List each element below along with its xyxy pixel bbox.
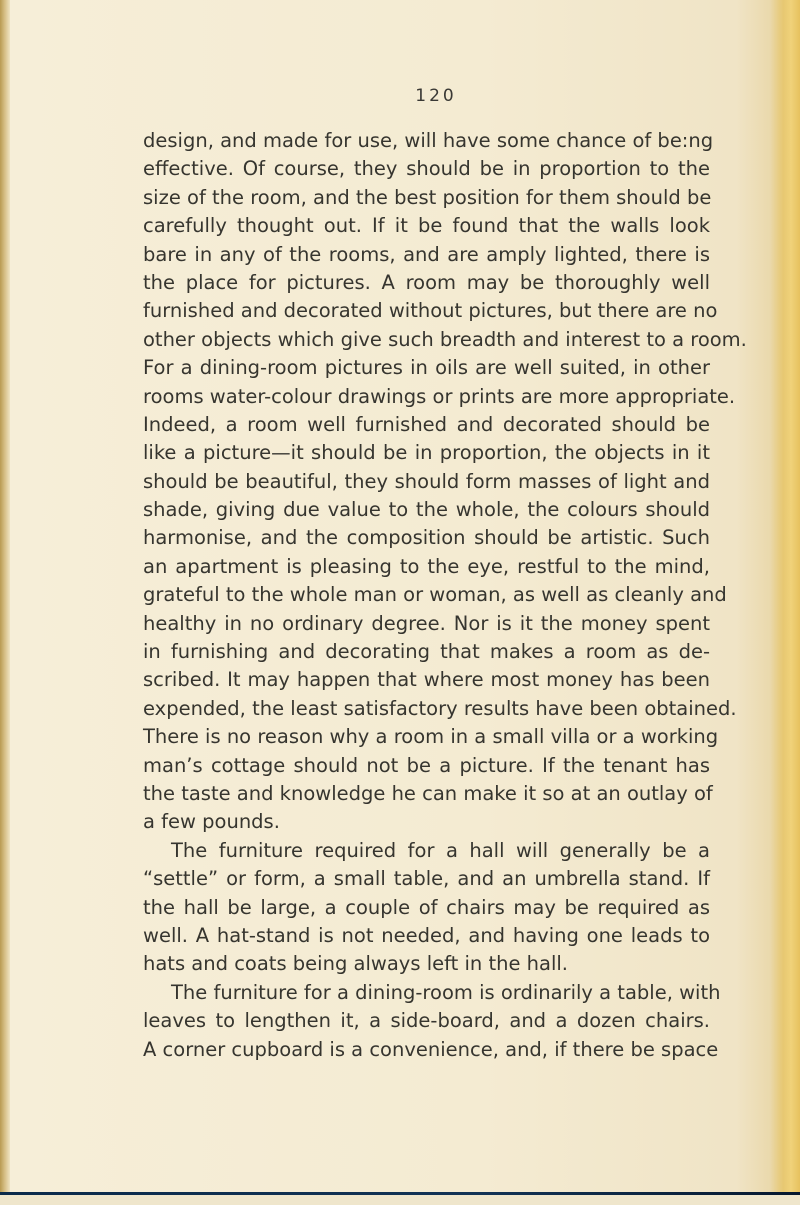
text-line: size of the room, and the best position for them should be (143, 185, 712, 209)
text-line: carefully thought out. If it be found that the walls look (143, 214, 710, 238)
text-line: leaves to lengthen it, a side-board, and a dozen chairs. (143, 1009, 710, 1033)
text-line: the taste and knowledge he can make it so at an outlay of (143, 781, 713, 805)
page-number: 120 (415, 86, 457, 106)
text-line: expended, the least satisfactory results have been obtained. (143, 696, 737, 720)
text-line: For a dining-room pictures in oils are well suited, in other (143, 356, 710, 380)
text-line: shade, giving due value to the whole, the colours should (143, 498, 710, 522)
text-line-indented: The furniture for a dining-room is ordinarily a table, with (171, 980, 721, 1004)
text-line: the hall be large, a couple of chairs may be required as (143, 895, 710, 919)
text-line: the place for pictures. A room may be thoroughly well (143, 270, 710, 294)
text-line: like a picture—it should be in proportion, the objects in it (143, 441, 710, 465)
text-line: other objects which give such breadth and interest to a room. (143, 327, 747, 351)
text-line: grateful to the whole man or woman, as well as cleanly and (143, 583, 727, 607)
text-line: There is no reason why a room in a small villa or a working (143, 725, 719, 749)
text-line: in furnishing and decorating that makes a room as de- (143, 640, 710, 664)
text-line: Indeed, a room well furnished and decorated should be (143, 412, 710, 436)
page-gutter-shadow (0, 0, 10, 1205)
text-line: an apartment is pleasing to the eye, restful to the mind, (143, 554, 710, 578)
text-line: effective. Of course, they should be in proportion to the (143, 157, 710, 181)
text-line: well. A hat-stand is not needed, and having one leads to (143, 923, 710, 947)
page-edge-discoloration (770, 0, 800, 1205)
text-line: furnished and decorated without pictures, but there are no (143, 299, 718, 323)
text-line: A corner cupboard is a convenience, and, if there be space (143, 1037, 719, 1061)
text-line-paragraph-end: hats and coats being always left in the hall. (143, 952, 568, 976)
text-line: man’s cottage should not be a picture. If the tenant has (143, 753, 710, 777)
text-line: “settle” or form, a small table, and an umbrella stand. If (143, 867, 710, 891)
text-line-indented: The furniture required for a hall will generally be a (171, 838, 710, 862)
text-line-paragraph-end: a few pounds. (143, 810, 280, 834)
text-line: bare in any of the rooms, and are amply lighted, there is (143, 242, 710, 266)
body-text (143, 127, 747, 1064)
text-line: harmonise, and the composition should be artistic. Such (143, 526, 710, 550)
text-line: scribed. It may happen that where most money has been (143, 668, 710, 692)
text-line: healthy in no ordinary degree. Nor is it the money spent (143, 611, 710, 635)
text-line: design, and made for use, will have some chance of be:ng (143, 129, 714, 152)
text-line: rooms water-colour drawings or prints are more appropriate. (143, 384, 736, 408)
bottom-margin-band (0, 1195, 800, 1205)
text-line: should be beautiful, they should form masses of light and (143, 469, 710, 493)
